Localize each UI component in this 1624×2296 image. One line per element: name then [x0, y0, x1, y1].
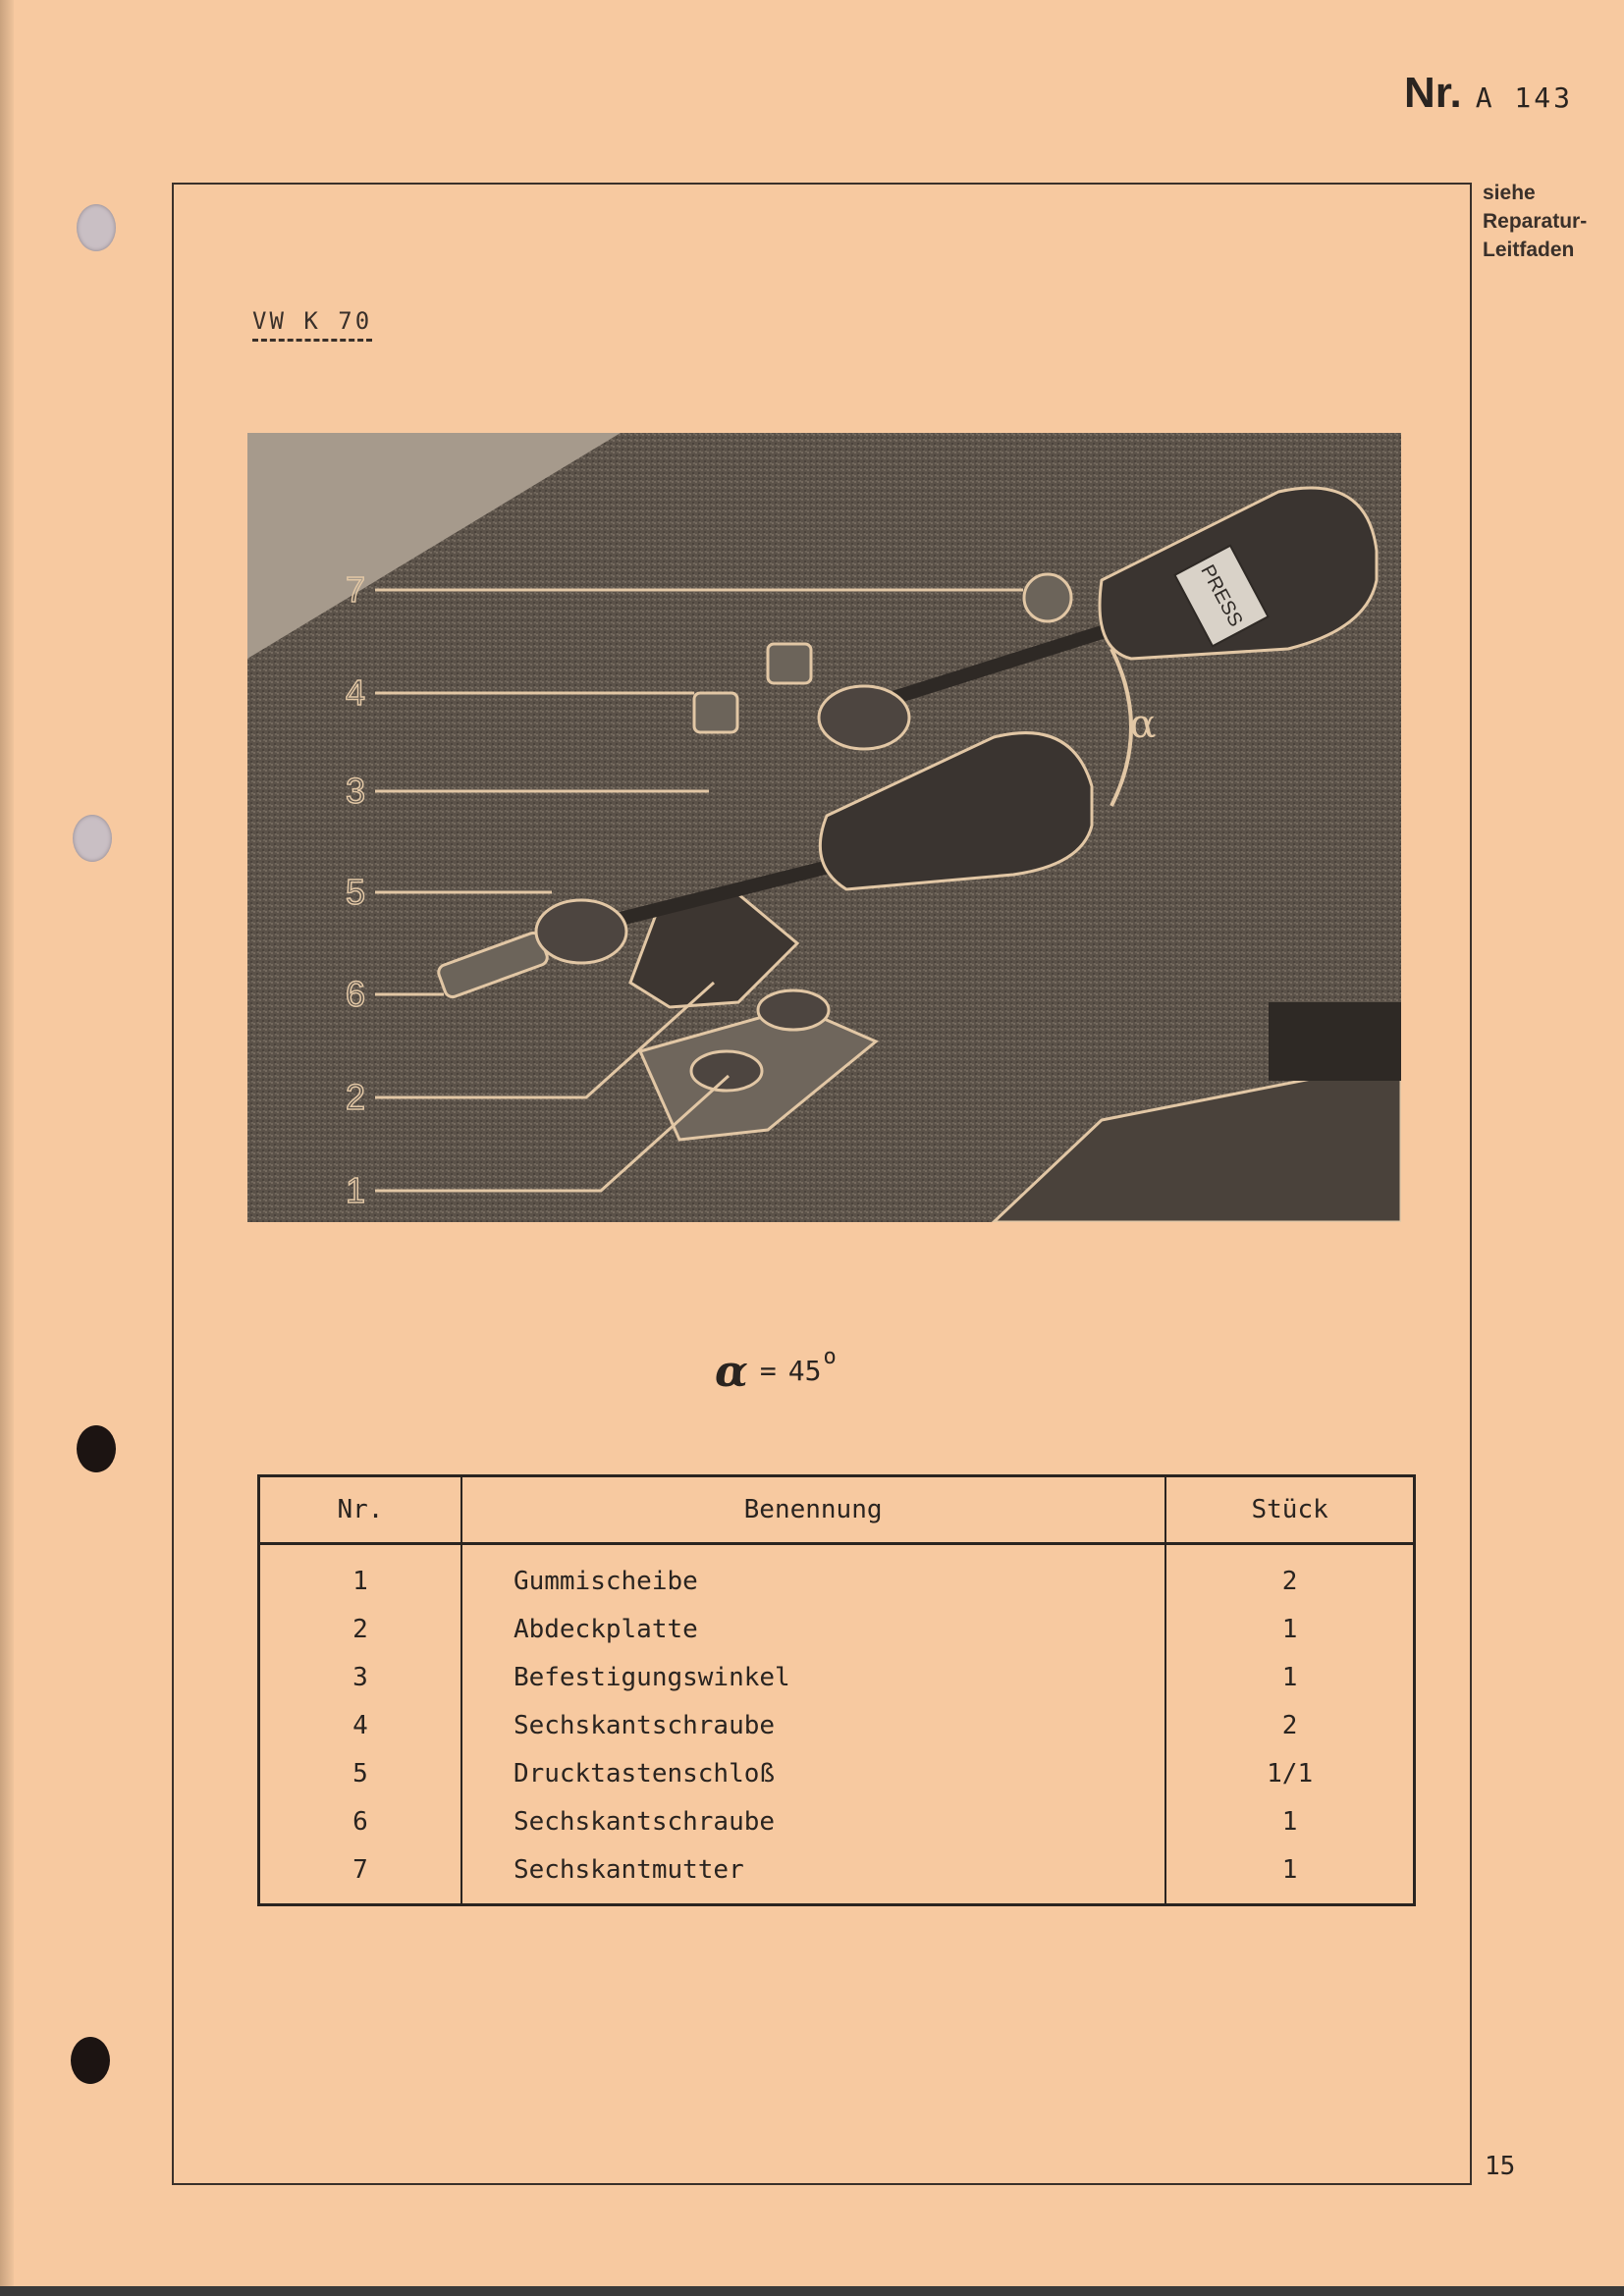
cable-eye — [536, 900, 626, 963]
degree-unit: o — [823, 1345, 837, 1369]
hex-nut — [1024, 574, 1071, 621]
punch-hole — [73, 815, 112, 862]
angle-symbol: α — [1129, 702, 1157, 747]
repair-guide-note — [1483, 179, 1600, 264]
table-row — [259, 1653, 1415, 1701]
cell-name: Befestigungswinkel — [461, 1653, 1165, 1701]
cable-eye — [819, 686, 909, 749]
hex-bolt — [768, 644, 811, 683]
rubber-washer — [758, 990, 829, 1030]
press-label: PRESS — [1196, 561, 1247, 631]
cell-nr: 3 — [352, 1662, 368, 1692]
cell-nr: 6 — [352, 1806, 368, 1837]
punch-hole — [77, 1425, 116, 1472]
header-name: Benennung — [461, 1476, 1165, 1544]
callout-number: 7 — [345, 569, 366, 610]
cell-qty: 1/1 — [1165, 1749, 1414, 1797]
table-header-row — [259, 1476, 1415, 1544]
table-row — [259, 1701, 1415, 1749]
angle-formula — [715, 1345, 837, 1397]
callout-number: 5 — [345, 872, 366, 912]
page-edge — [0, 0, 14, 2296]
side-note-line: siehe — [1483, 182, 1536, 204]
alpha-symbol: α — [715, 1347, 748, 1397]
document-number-label: Nr. — [1404, 69, 1462, 117]
cell-nr: 7 — [352, 1854, 368, 1885]
table-row — [259, 1797, 1415, 1845]
callout-number: 3 — [345, 771, 366, 811]
table-row — [259, 1605, 1415, 1653]
cell-qty: 1 — [1165, 1605, 1414, 1653]
cell-qty: 1 — [1165, 1797, 1414, 1845]
punch-hole — [71, 2037, 110, 2084]
equals-sign: = — [759, 1355, 777, 1387]
table-row — [259, 1845, 1415, 1905]
cell-nr: 2 — [352, 1614, 368, 1644]
model-label: VW K 70 — [252, 307, 372, 342]
scan-bottom-edge — [0, 2286, 1624, 2296]
parts-table — [257, 1474, 1416, 1906]
seat-belt-buckle-photo — [247, 433, 1401, 1222]
header-qty: Stück — [1165, 1476, 1414, 1544]
cell-name: Abdeckplatte — [461, 1605, 1165, 1653]
hex-bolt — [694, 693, 737, 732]
angle-value: 45 — [787, 1355, 822, 1387]
document-number-value: A 143 — [1475, 81, 1573, 114]
callout-number: 1 — [345, 1170, 366, 1210]
cell-name: Sechskantschraube — [461, 1701, 1165, 1749]
document-number — [1404, 69, 1573, 118]
table-row — [259, 1749, 1415, 1797]
callout-number: 4 — [345, 672, 366, 713]
cell-qty: 1 — [1165, 1653, 1414, 1701]
punch-hole — [77, 204, 116, 251]
cell-qty: 2 — [1165, 1701, 1414, 1749]
header-nr: Nr. — [259, 1476, 461, 1544]
cell-qty: 1 — [1165, 1845, 1414, 1905]
cell-nr: 1 — [352, 1566, 368, 1596]
cell-nr: 4 — [352, 1710, 368, 1740]
cell-qty: 2 — [1165, 1544, 1414, 1606]
table-row — [259, 1544, 1415, 1606]
cell-name: Sechskantschraube — [461, 1797, 1165, 1845]
side-note-line: Reparatur- — [1483, 210, 1588, 233]
rubber-washer — [691, 1051, 762, 1091]
seat-rail — [1269, 1002, 1401, 1081]
cell-name: Sechskantmutter — [461, 1845, 1165, 1905]
cell-nr: 5 — [352, 1758, 368, 1789]
cell-name: Gummischeibe — [461, 1544, 1165, 1606]
callout-number: 6 — [345, 974, 366, 1014]
page-number: 15 — [1485, 2152, 1516, 2181]
cell-name: Drucktastenschloß — [461, 1749, 1165, 1797]
side-note-line: Leitfaden — [1483, 239, 1575, 261]
callout-number: 2 — [345, 1077, 366, 1117]
